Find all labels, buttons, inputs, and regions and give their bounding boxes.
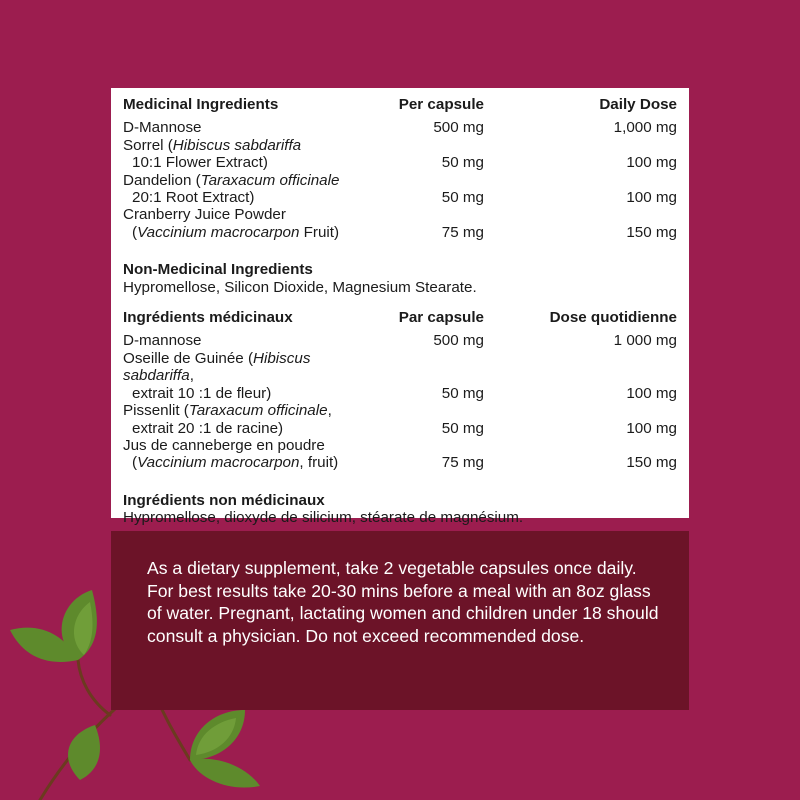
non-medicinal-title: Non-Medicinal Ingredients	[123, 261, 313, 279]
ingredient-name: D-Mannose	[123, 119, 202, 137]
daily-dose-column-header: Daily Dose	[599, 96, 677, 113]
table-row	[123, 206, 677, 241]
daily-dose-value: 1 000 mg	[613, 332, 677, 350]
leaf	[190, 759, 260, 788]
ingredient-name: Dandelion (Taraxacum officinale 20:1 Root Extract)	[123, 171, 340, 207]
per-capsule-value: 50 mg	[441, 419, 484, 437]
ingredient-name: Jus de canneberge en poudre (Vaccinium macrocarpon, fruit)	[123, 436, 339, 472]
french-medicinal-ingredients-table	[123, 309, 677, 472]
per-capsule-value: 500 mg	[433, 119, 484, 137]
table-row	[123, 172, 677, 207]
ingredient-name: Cranberry Juice Powder (Vaccinium macrocarpon Fruit)	[123, 206, 340, 241]
daily-dose-value: 100 mg	[626, 384, 677, 402]
per-capsule-value: 75 mg	[441, 454, 484, 472]
daily-dose-value: 100 mg	[626, 189, 677, 207]
leaf	[68, 725, 100, 780]
ingredient-name: Sorrel (Hibiscus sabdariffa 10:1 Flower Extract)	[123, 136, 302, 172]
ingredients-panel	[111, 88, 689, 527]
table-row	[123, 332, 677, 349]
daily-dose-value: 100 mg	[626, 154, 677, 172]
ingredient-column-header: Medicinal Ingredients	[123, 96, 279, 113]
directions-box	[111, 531, 689, 710]
per-capsule-value: 500 mg	[433, 332, 484, 350]
ingredient-name: Pissenlit (Taraxacum officinale, extrait 20 :1 de racine)	[123, 402, 332, 437]
ingredient-column-header: Ingrédients médicinaux	[123, 309, 293, 327]
table-row	[123, 437, 677, 472]
table-header-row	[123, 96, 677, 119]
ingredient-name: D-mannose	[123, 332, 202, 350]
daily-dose-value: 1,000 mg	[613, 119, 677, 137]
per-capsule-column-header: Par capsule	[398, 309, 484, 327]
per-capsule-value: 50 mg	[441, 189, 484, 207]
daily-dose-value: 150 mg	[626, 454, 677, 472]
ingredient-name: Oseille de Guinée (Hibiscus sabdariffa, extrait 10 :1 de fleur)	[123, 349, 311, 402]
table-row	[123, 119, 677, 136]
daily-dose-value: 150 mg	[626, 223, 677, 241]
per-capsule-column-header: Per capsule	[398, 96, 484, 113]
per-capsule-value: 75 mg	[441, 223, 484, 241]
table-row	[123, 402, 677, 437]
french-non-medicinal-title: Ingrédients non médicinaux	[123, 491, 325, 509]
medicinal-ingredients-table	[123, 96, 677, 241]
table-row	[123, 137, 677, 172]
table-header-row	[123, 309, 677, 332]
daily-dose-column-header: Dose quotidienne	[549, 309, 677, 327]
table-row	[123, 350, 677, 402]
non-medicinal-text: Hypromellose, Silicon Dioxide, Magnesium Stearate.	[123, 278, 477, 296]
french-non-medicinal-text: Hypromellose, dioxyde de silicium, stéarate de magnésium.	[123, 509, 524, 527]
per-capsule-value: 50 mg	[441, 384, 484, 402]
per-capsule-value: 50 mg	[441, 154, 484, 172]
directions-text: As a dietary supplement, take 2 vegetable capsules once daily. For best results take 20-30 mins before a meal with an 8oz glass of water. Pregnant, lactating women and children under 18 should consult a physician. Do not exceed recommended dose.	[147, 558, 659, 646]
daily-dose-value: 100 mg	[626, 419, 677, 437]
